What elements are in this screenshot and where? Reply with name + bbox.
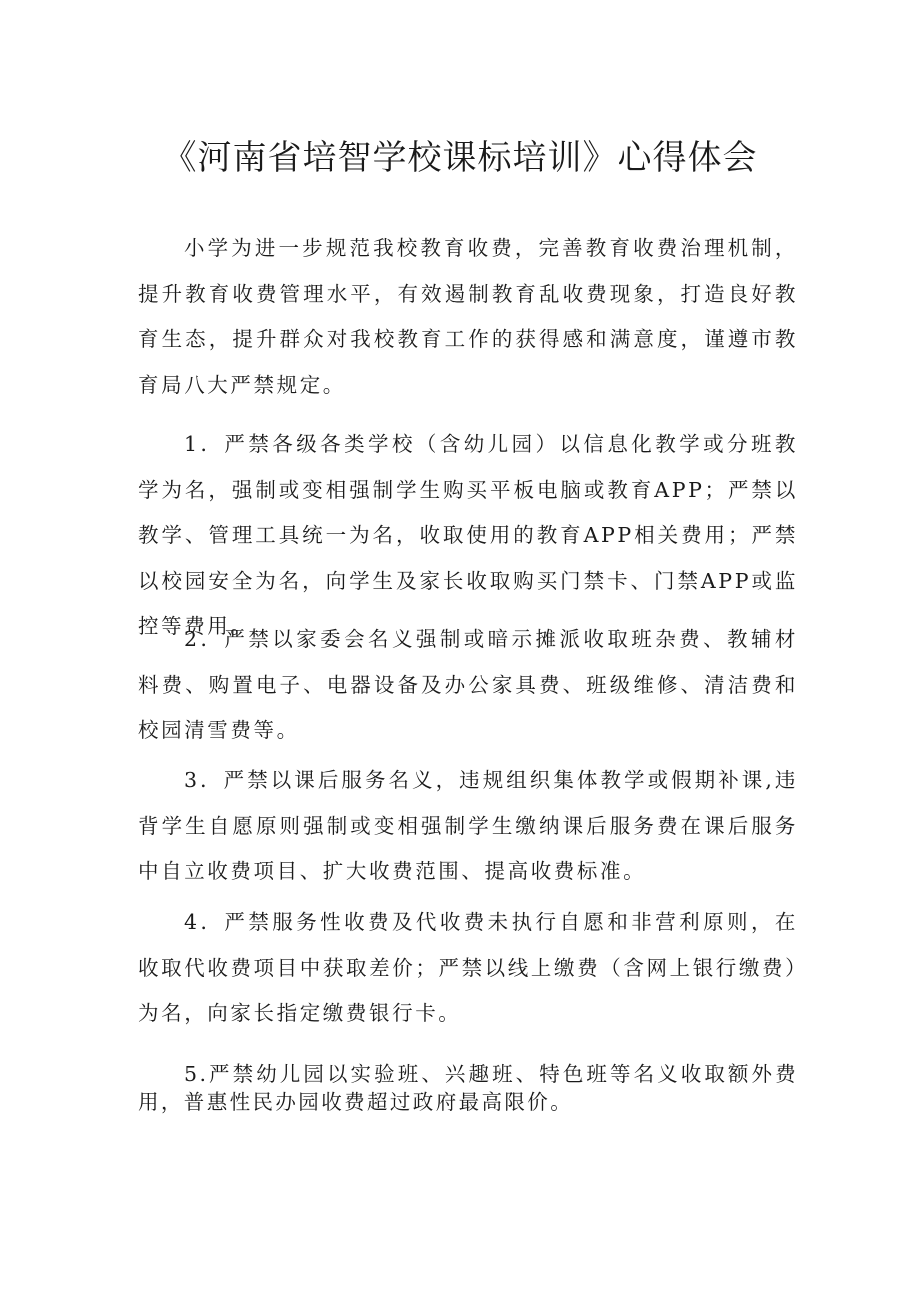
rule-2-paragraph: 2．严禁以家委会名义强制或暗示摊派收取班杂费、教辅材料费、购置电子、电器设备及办公家具费、班级维修、清洁费和校园清雪费等。 (138, 627, 798, 742)
rule-5-paragraph: 5.严禁幼儿园以实验班、兴趣班、特色班等名义收取额外费用，普惠性民办园收费超过政府最高限价。 (138, 1062, 798, 1114)
page-title: 《河南省培智学校课标培训》心得体会 (162, 138, 758, 178)
intro-paragraph: 小学为进一步规范我校教育收费，完善教育收费治理机制，提升教育收费管理水平，有效遏制教育乱收费现象，打造良好教育生态，提升群众对我校教育工作的获得感和满意度，谨遵市教育局八大严禁规定。 (138, 236, 798, 397)
rule-3-paragraph: 3．严禁以课后服务名义，违规组织集体教学或假期补课,违背学生自愿原则强制或变相强制学生缴纳课后服务费在课后服务中自立收费项目、扩大收费范围、提高收费标准。 (138, 768, 798, 883)
rule-1-paragraph: 1．严禁各级各类学校（含幼儿园）以信息化教学或分班教学为名，强制或变相强制学生购买平板电脑或教育APP；严禁以教学、管理工具统一为名，收取使用的教育APP相关费用；严禁以校园安全为名，向学生及家长收取购买门禁卡、门禁APP或监控等费用。 (138, 432, 798, 638)
rule-4-paragraph: 4．严禁服务性收费及代收费未执行自愿和非营利原则，在收取代收费项目中获取差价；严禁以线上缴费（含网上银行缴费）为名，向家长指定缴费银行卡。 (138, 910, 798, 1025)
